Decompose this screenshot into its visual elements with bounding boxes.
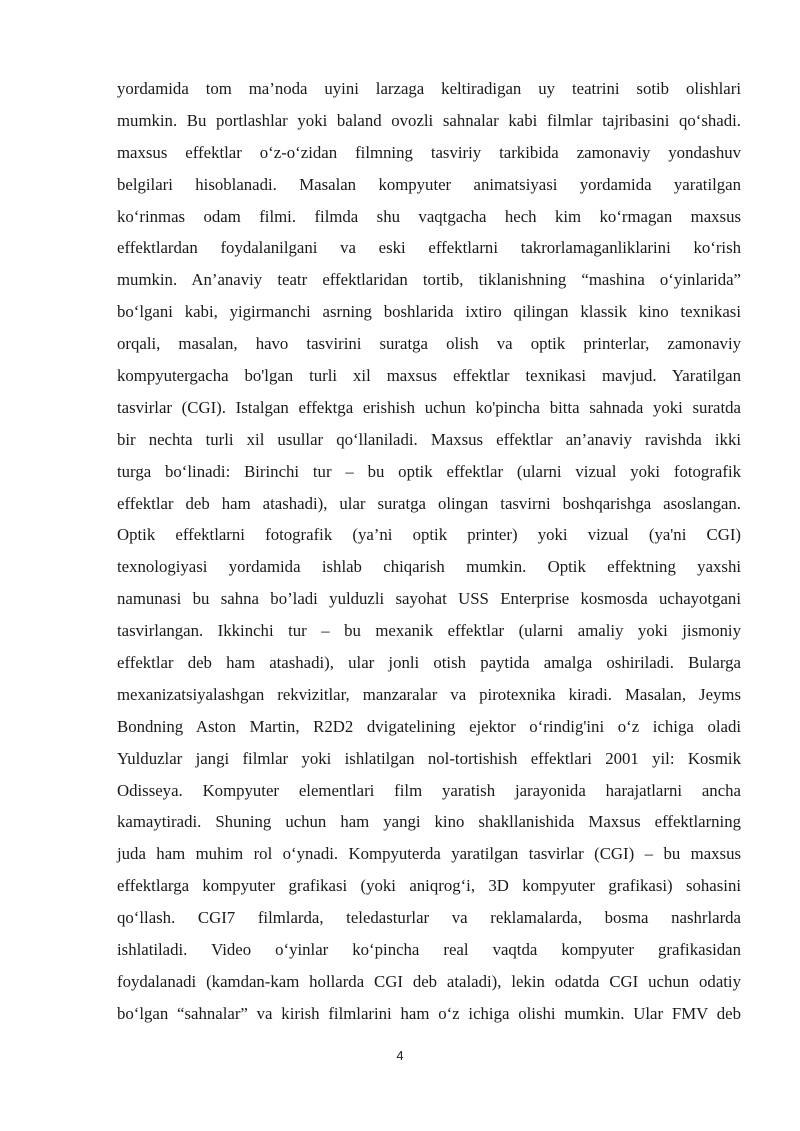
text-line: namunasi bu sahna bo’ladi yulduzli sayohat USS Enterprise kosmosda uchayotgani <box>117 589 741 609</box>
body-paragraph <box>117 73 741 1030</box>
text-line: yordamida tom ma’noda uyini larzaga keltiradigan uy teatrini sotib olishlari <box>117 79 741 98</box>
text-line: Yulduzlar jangi filmlar yoki ishlatilgan nol-tortishish effektlari 2001 yil: Kosmik <box>117 748 741 768</box>
text-line: effektlar deb ham atashadi), ular suratga olingan tasvirni boshqarishga asoslangan. <box>117 493 741 513</box>
text-line: bo‘lgani kabi, yigirmanchi asrning boshlarida ixtiro qilingan klassik kino texnikasi <box>117 302 741 322</box>
text-line: juda ham muhim rol o‘ynadi. Kompyuterda yaratilgan tasvirlar (CGI) – bu maxsus <box>117 844 741 864</box>
text-line: Bondning Aston Martin, R2D2 dvigatelining ejektor o‘rindig'ini o‘z ichiga oladi <box>117 716 741 736</box>
text-line: Odisseya. Kompyuter elementlari film yaratish jarayonida harajatlarni ancha <box>117 780 741 800</box>
text-line: bir nechta turli xil usullar qo‘llaniladi. Maxsus effektlar an’anaviy ravishda ikki <box>117 429 741 449</box>
text-line: mexanizatsiyalashgan rekvizitlar, manzaralar va pirotexnika kiradi. Masalan, Jeyms <box>117 684 741 704</box>
text-line: Optik effektlarni fotografik (ya’ni optik printer) yoki vizual (ya'ni CGI) <box>117 525 741 545</box>
text-line: qo‘llash. CGI7 filmlarda, teledasturlar va reklamalarda, bosma nashrlarda <box>117 908 741 928</box>
text-line: effektlardan foydalanilgani va eski effektlarni takrorlamaganliklarini ko‘rish <box>117 238 741 258</box>
text-line: texnologiyasi yordamida ishlab chiqarish mumkin. Optik effektning yaxshi <box>117 557 741 577</box>
text-line: orqali, masalan, havo tasvirini suratga olish va optik printerlar, zamonaviy <box>117 334 741 354</box>
text-line: bo‘lgan “sahnalar” va kirish filmlarini ham o‘z ichiga olishi mumkin. Ular FMV deb <box>117 1003 741 1023</box>
text-line: tasvirlar (CGI). Istalgan effektga erishish uchun ko'pincha bitta sahnada yoki suratda <box>117 397 741 417</box>
page-number: 4 <box>396 1048 404 1063</box>
text-line: effektlar deb ham atashadi), ular jonli otish paytida amalga oshiriladi. Bularga <box>117 653 741 673</box>
text-line: maxsus effektlar o‘z-o‘zidan filmning tasviriy tarkibida zamonaviy yondashuv <box>117 142 741 162</box>
text-line: belgilari hisoblanadi. Masalan kompyuter animatsiyasi yordamida yaratilgan <box>117 174 741 194</box>
text-line: mumkin. Bu portlashlar yoki baland ovozli sahnalar kabi filmlar tajribasini qo‘shadi. <box>117 110 741 130</box>
text-line: ishlatiladi. Video o‘yinlar ko‘pincha real vaqtda kompyuter grafikasidan <box>117 940 741 960</box>
text-line: turga bo‘linadi: Birinchi tur – bu optik effektlar (ularni vizual yoki fotografik <box>117 461 741 481</box>
text-line: tasvirlangan. Ikkinchi tur – bu mexanik effektlar (ularni amaliy yoki jismoniy <box>117 621 741 641</box>
text-line: mumkin. An’anaviy teatr effektlaridan tortib, tiklanishning “mashina o‘yinlarida” <box>117 270 741 290</box>
text-line: ko‘rinmas odam filmi. filmda shu vaqtgacha hech kim ko‘rmagan maxsus <box>117 206 741 226</box>
text-line: kompyutergacha bo'lgan turli xil maxsus effektlar texnikasi mavjud. Yaratilgan <box>117 366 741 386</box>
text-line: foydalanadi (kamdan-kam hollarda CGI deb ataladi), lekin odatda CGI uchun odatiy <box>117 971 741 991</box>
text-line: effektlarga kompyuter grafikasi (yoki aniqrog‘i, 3D kompyuter grafikasi) sohasini <box>117 876 741 896</box>
text-line: kamaytiradi. Shuning uchun ham yangi kino shakllanishida Maxsus effektlarning <box>117 812 741 832</box>
